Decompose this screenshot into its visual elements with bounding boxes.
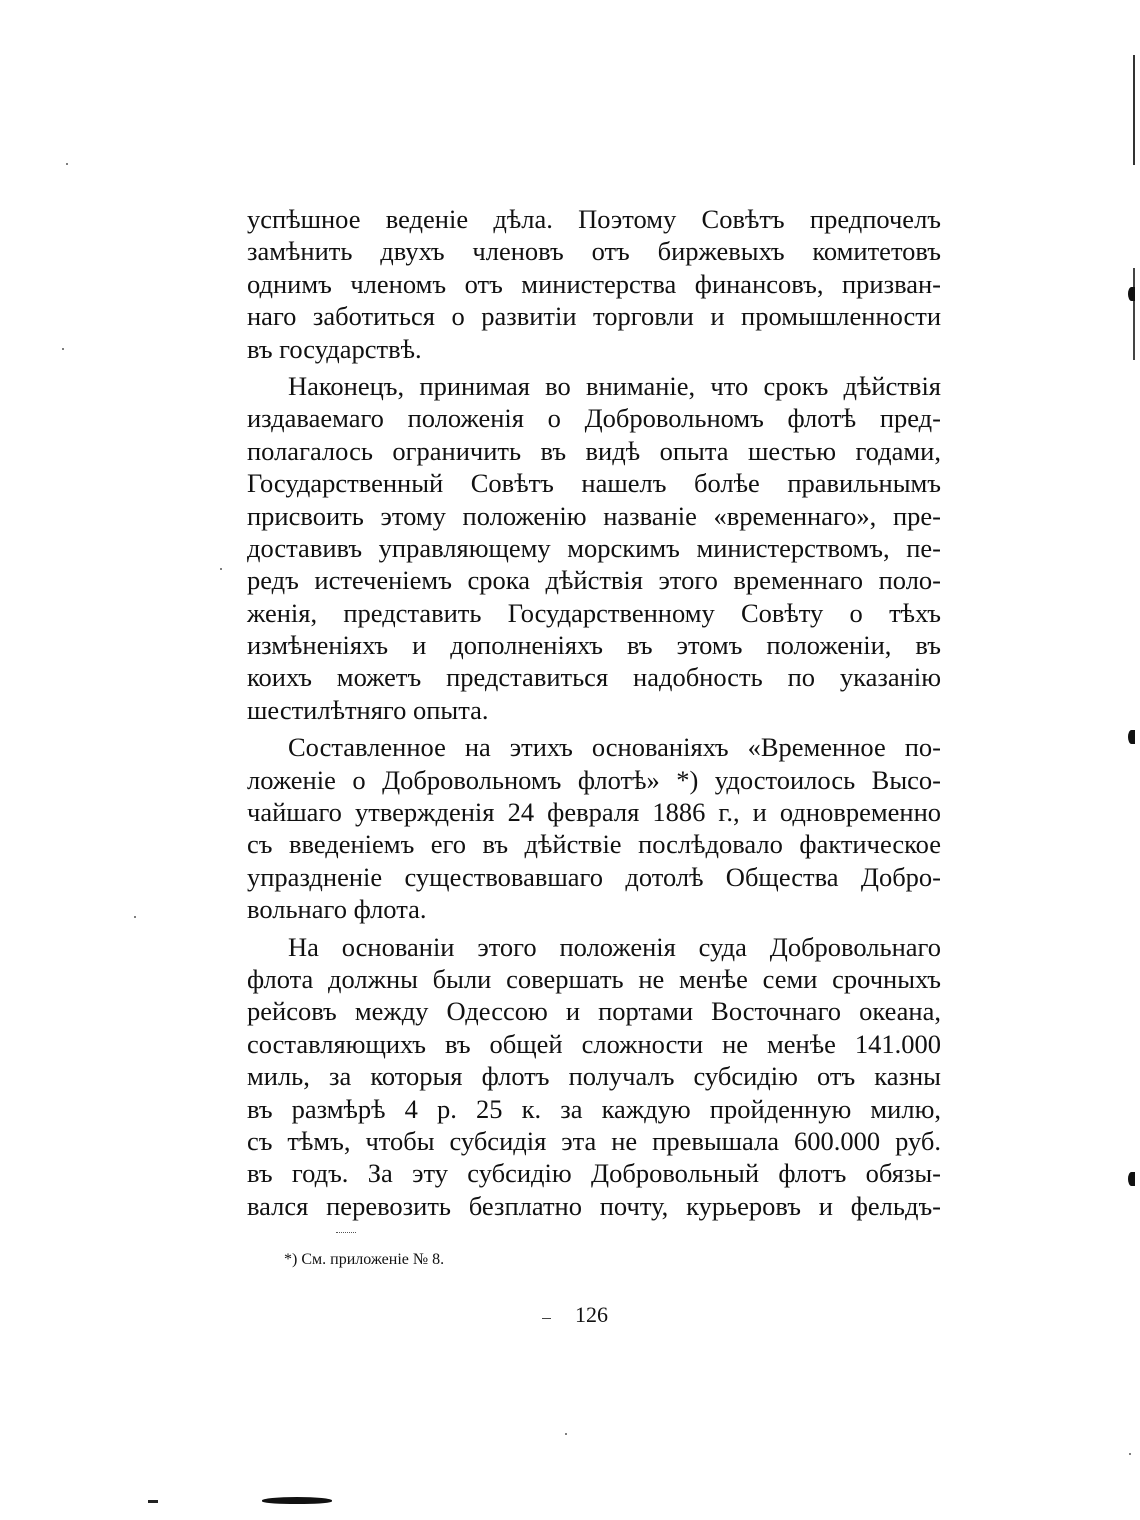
footnote: *) См. приложеніе № 8. — [284, 1251, 445, 1268]
text-line: присвоить этому положенію названіе «временнаго», пре- — [247, 500, 941, 531]
text-line: На основаніи этого положенія суда Добровольнаго — [288, 931, 941, 962]
scan-mark — [148, 1500, 158, 1503]
scan-smudge — [262, 1497, 332, 1504]
text-line: издаваемаго положенія о Добровольномъ флотѣ пред- — [247, 403, 941, 434]
text-line: замѣнить двухъ членовъ отъ биржевыхъ комитетовъ — [247, 236, 941, 267]
scan-edge-line — [1133, 268, 1135, 360]
text-line: упраздненіе существовавшаго дотолѣ Общества Добро- — [247, 861, 941, 892]
page-number-dash — [542, 1318, 551, 1319]
scan-speck — [62, 348, 64, 350]
footnote-separator — [336, 1232, 356, 1233]
text-line: измѣненіяхъ и дополненіяхъ въ этомъ положеніи, въ — [247, 630, 941, 661]
text-line: въ размѣрѣ 4 р. 25 к. за каждую пройденную милю, — [247, 1093, 941, 1124]
text-line: редъ истеченіемъ срока дѣйствія этого временнаго поло- — [247, 565, 941, 596]
text-line: миль, за которыя флотъ получалъ субсидію отъ казны — [247, 1061, 941, 1092]
text-line: съ введеніемъ его въ дѣйствіе послѣдовало фактическое — [247, 829, 941, 860]
text-line: наго заботиться о развитіи торговли и промышленности — [247, 301, 941, 332]
scan-speck — [565, 1433, 567, 1435]
text-line: шестилѣтняго опыта. — [247, 694, 489, 725]
text-line: въ годъ. За эту субсидію Добровольный флотъ обязы- — [247, 1158, 941, 1189]
text-line: Государственный Совѣтъ нашелъ болѣе правильнымъ — [247, 468, 941, 499]
text-line: рейсовъ между Одессою и портами Восточнаго океана, — [247, 996, 941, 1027]
text-line: ложеніе о Добровольномъ флотѣ» *) удостоилось Высо- — [247, 764, 941, 795]
scan-speck — [134, 916, 136, 918]
text-line: Составленное на этихъ основаніяхъ «Временное по- — [288, 732, 941, 763]
text-line: вался перевозить безплатно почту, курьеровъ и фельдъ- — [247, 1190, 941, 1221]
text-line: съ тѣмъ, чтобы субсидія эта не превышала 600.000 руб. — [247, 1125, 941, 1156]
scan-edge-mark — [1128, 287, 1135, 301]
text-line: успѣшное веденіе дѣла. Поэтому Совѣтъ предпочелъ — [247, 204, 941, 234]
scan-edge-mark — [1128, 1172, 1135, 1186]
scan-edge-mark — [1128, 730, 1135, 744]
text-line: флота должны были совершать не менѣе семи срочныхъ — [247, 963, 941, 994]
text-line: полагалось ограничить въ видѣ опыта шестью годами, — [247, 435, 941, 466]
body-text — [247, 203, 941, 1222]
scan-edge-line — [1133, 55, 1135, 165]
text-line: чайшаго утвержденія 24 февраля 1886 г., и одновременно — [247, 797, 941, 828]
text-line: коихъ можетъ представиться надобность по указанію — [247, 662, 941, 693]
page-number: 126 — [575, 1302, 608, 1327]
scan-speck — [1129, 1453, 1131, 1455]
text-line: вольнаго флота. — [247, 894, 427, 925]
scan-speck — [66, 163, 68, 165]
scan-speck — [220, 568, 222, 570]
text-line: въ государствѣ. — [247, 333, 422, 364]
text-line: Наконецъ, принимая во вниманіе, что срокъ дѣйствія — [288, 370, 941, 401]
text-line: составляющихъ въ общей сложности не менѣе 141.000 — [247, 1028, 941, 1059]
text-line: однимъ членомъ отъ министерства финансовъ, призван- — [247, 268, 941, 299]
text-line: женія, представить Государственному Совѣту о тѣхъ — [247, 597, 941, 628]
text-line: доставивъ управляющему морскимъ министерствомъ, пе- — [247, 532, 941, 563]
